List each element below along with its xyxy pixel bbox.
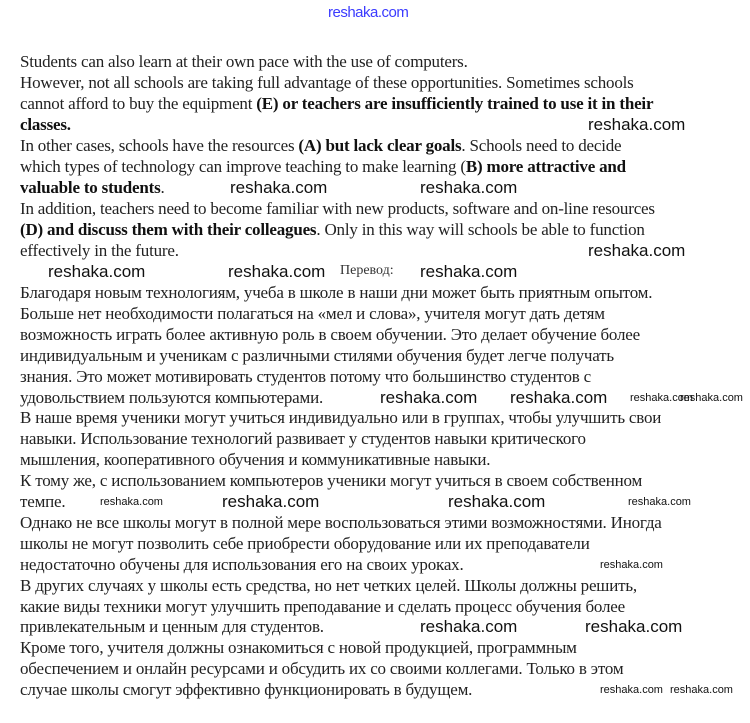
text: . Schools need to decide <box>461 136 622 155</box>
english-line <box>20 220 645 240</box>
watermark: reshaka.com <box>628 496 691 508</box>
russian-line: темпе. <box>20 492 66 511</box>
russian-line: Больше нет необходимости полагаться на «мел и слова», учителя могут дать детям <box>20 304 605 323</box>
translation-heading: Перевод: <box>340 263 394 278</box>
watermark: reshaka.com <box>600 559 663 571</box>
russian-line: обеспечением и онлайн ресурсами и обсудить их со своими коллегами. Только в этом <box>20 659 624 678</box>
watermark: reshaka.com <box>670 684 733 696</box>
watermark: reshaka.com <box>680 392 743 404</box>
english-line <box>20 157 626 177</box>
russian-line: случае школы смогут эффективно функционировать в будущем. <box>20 680 473 699</box>
text: . <box>160 178 165 197</box>
russian-line: индивидуальным и ученикам с различными стилями обучения будет легче получать <box>20 346 614 365</box>
watermark: reshaka.com <box>420 262 518 281</box>
russian-line: мышления, кооперативного обучения и коммуникативные навыки. <box>20 450 491 469</box>
answer-e: (E) or teachers are insufficiently trained to use it in their <box>256 94 654 113</box>
english-line: Students can also learn at their own pace with the use of computers. <box>20 52 468 71</box>
russian-line: привлекательным и ценным для студентов. <box>20 617 324 636</box>
russian-line: возможность играть более активную роль в своем обучении. Это делает обучение более <box>20 325 640 344</box>
russian-line: какие виды техники могут улучшить преподавание и сделать процесс обучения более <box>20 597 625 616</box>
watermark: reshaka.com <box>630 392 693 404</box>
watermark: reshaka.com <box>100 496 163 508</box>
text: which types of technology can improve teaching to make learning ( <box>20 157 466 176</box>
russian-line: удовольствием пользуются компьютерами. <box>20 388 324 407</box>
watermark: reshaka.com <box>510 388 608 407</box>
watermark: reshaka.com <box>222 492 320 511</box>
watermark: reshaka.com <box>48 262 146 281</box>
russian-line: навыки. Использование технологий развивает у студентов навыки критического <box>20 429 586 448</box>
answer-b-cont: valuable to students <box>20 178 161 197</box>
answer-d: (D) and discuss them with their colleagues <box>20 220 317 239</box>
watermark: reshaka.com <box>588 115 686 134</box>
russian-line: Кроме того, учителя должны ознакомиться с новой продукцией, программным <box>20 638 577 657</box>
answer-b: B) more attractive and <box>465 157 626 176</box>
english-line <box>20 115 71 135</box>
russian-line: В наше время ученики могут учиться индивидуально или в группах, чтобы улучшить свои <box>20 408 662 427</box>
english-line: In addition, teachers need to become familiar with new products, software and on-line resources <box>20 199 655 218</box>
russian-line: недостаточно обучены для использования его на своих уроках. <box>20 555 464 574</box>
english-line <box>20 136 621 156</box>
russian-line: В других случаях у школы есть средства, но нет четких целей. Школы должны решить, <box>20 576 637 595</box>
text: In other cases, schools have the resources <box>20 136 299 155</box>
russian-line: К тому же, с использованием компьютеров ученики могут учиться в своем собственном <box>20 471 643 490</box>
answer-e-cont: classes. <box>20 115 71 134</box>
russian-line: школы не могут позволить себе приобрести оборудование или их преподаватели <box>20 534 590 553</box>
watermark: reshaka.com <box>588 241 686 260</box>
watermark: reshaka.com <box>230 178 328 197</box>
answer-a: (A) but lack clear goals <box>298 136 462 155</box>
russian-line: Однако не все школы могут в полной мере воспользоваться этими возможностями. Иногда <box>20 513 662 532</box>
english-line <box>20 178 165 198</box>
russian-line: Благодаря новым технологиям, учеба в школе в наши дни может быть приятным опытом. <box>20 283 653 302</box>
watermark: reshaka.com <box>585 617 683 636</box>
english-line <box>20 94 653 114</box>
english-line: However, not all schools are taking full advantage of these opportunities. Sometimes schools <box>20 73 634 92</box>
watermark: reshaka.com <box>380 388 478 407</box>
english-line: effectively in the future. <box>20 241 179 260</box>
watermark: reshaka.com <box>228 262 326 281</box>
text: . Only in this way will schools be able to function <box>316 220 645 239</box>
watermark: reshaka.com <box>420 617 518 636</box>
watermark: reshaka.com <box>420 178 518 197</box>
russian-line: знания. Это может мотивировать студентов потому что большинство студентов с <box>20 367 591 386</box>
watermark: reshaka.com <box>448 492 546 511</box>
header-watermark: reshaka.com <box>328 4 409 21</box>
watermark: reshaka.com <box>600 684 663 696</box>
text: cannot afford to buy the equipment <box>20 94 257 113</box>
